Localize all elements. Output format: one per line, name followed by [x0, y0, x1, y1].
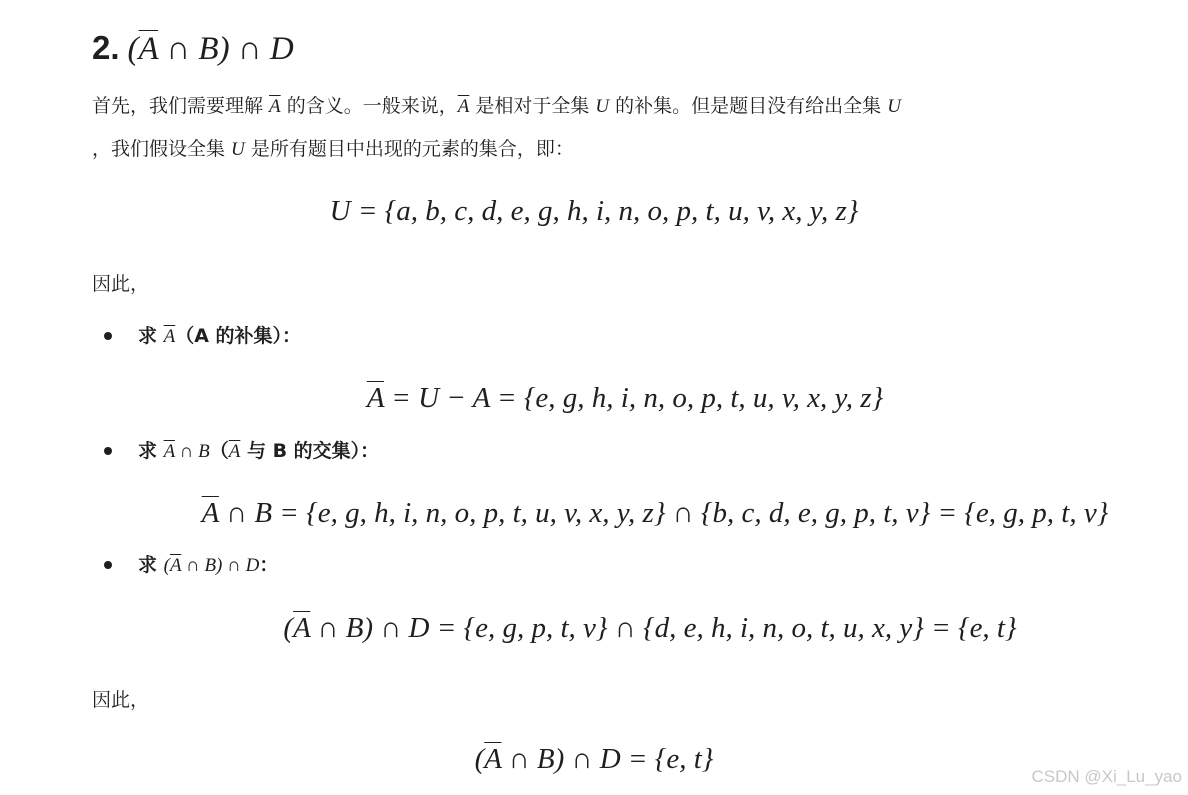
therefore-text: 因此，: [92, 689, 150, 711]
bullet-suffix: （A 的补集）：: [175, 325, 302, 347]
math-u: U: [231, 139, 245, 160]
universe-formula: U = {a, b, c, d, e, g, h, i, n, o, p, t, u, v, x, y, z}: [329, 195, 859, 227]
complement-formula: $\overline{A} = U - A = \{e$, g, h, i, n, o, p, t, u, v, x, y, z}: [366, 382, 884, 414]
bullet-suffix: 与 B 的交集）：: [240, 440, 380, 462]
intersection-abd-formula: ($\overline{A}$ ∩ B) ∩ D = {e, g, p, t, v} ∩ {d, e, h, i, n, o, t, u, x, y} = {e, t}: [283, 612, 1017, 644]
math-overline-a: $\overline{A}$: [457, 96, 470, 117]
final-formula: ($\overline{A}$ ∩ B) ∩ D = {e, t}: [474, 743, 714, 775]
bullet-math: ($\overline{A}$ ∩ B) ∩ D: [163, 555, 260, 576]
bullet-suffix: （: [209, 440, 229, 462]
intersection-ab-formula: $\overline{A}$ ∩ B = {e, g, h, i, n, o, p, t, u, v, x, y, z} ∩ {b, c, d, e, g, p, t, v} = {e, g, p, t, v}: [201, 497, 1109, 529]
bullet-icon: [104, 561, 112, 569]
bullet-prefix: 求: [138, 440, 164, 462]
bullet-math: $\overline{A}$ ∩ B: [163, 441, 210, 462]
math-u: U: [595, 96, 610, 117]
bullet-item: [104, 549, 278, 582]
intro-text: 的含义。一般来说，: [280, 95, 458, 117]
overline-a: $\overline{A}$: [138, 31, 159, 67]
intro-line-1: [92, 90, 901, 123]
intro-text: 的补集。但是题目没有给出全集: [609, 95, 888, 117]
bullet-icon: [104, 447, 112, 455]
bullet-item: [104, 320, 301, 353]
intro-text: 是相对于全集: [469, 95, 596, 117]
intro-text: 是所有题目中出现的元素的集合，即：: [244, 138, 574, 160]
intro-text: ，我们假设全集: [92, 138, 232, 160]
bullet-suffix: ：: [259, 554, 279, 576]
math-overline-a: $\overline{A}$: [269, 96, 281, 117]
section-number: 2.: [92, 29, 120, 66]
bullet-math: $\overline{A}$: [163, 326, 176, 347]
bullet-prefix: 求: [138, 325, 164, 347]
section-formula: ($\overline{A}$ ∩ B) ∩ D: [127, 31, 294, 67]
math-u: U: [887, 96, 901, 117]
bullet-icon: [104, 332, 112, 340]
section-heading: [92, 28, 294, 69]
intro-line-2: [92, 133, 574, 166]
bullet-item: [104, 435, 379, 468]
bullet-math: $\overline{A}$: [228, 441, 241, 462]
bullet-prefix: 求: [138, 554, 164, 576]
watermark: CSDN @Xi_Lu_yao: [1031, 767, 1182, 786]
intro-text: 首先，我们需要理解: [92, 95, 270, 117]
therefore-text: 因此，: [92, 273, 150, 295]
